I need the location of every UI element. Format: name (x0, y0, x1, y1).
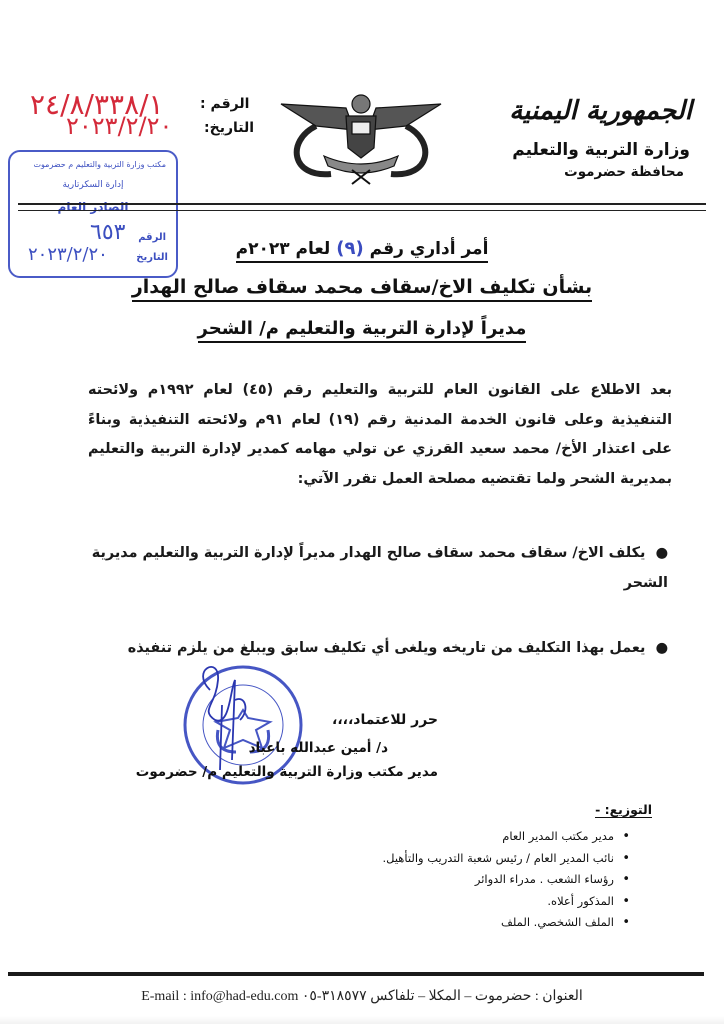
decision-item (90, 633, 668, 663)
footer-email: E-mail : info@had-edu.com (141, 989, 299, 1004)
stamp-number-label: الرقم (138, 232, 166, 243)
decision-text: يعمل بهذا التكليف من تاريخه ويلغى أي تكليف سابق ويبلغ من يلزم تنفيذه (127, 640, 646, 656)
republic-title: الجمهورية اليمنية (509, 96, 692, 126)
preamble-paragraph: بعد الاطلاع على القانون العام للتربية والتعليم رقم (٤٥) لعام ١٩٩٢م ولائحته التنفيذية وعلى قانون الخدمة المدنية رقم (١٩) لعام ٩١م ولائحته التنفيذية وبناءً على اعتذار الأخ/ محمد سعيد القرزي عن تولي مهامه كمدير لإدارة التربية والتعليم بمديرية الشحر ولما تقتضيه مصلحة العمل تقرر الآتي: (88, 382, 673, 487)
footer-address: العنوان : حضرموت – المكلا – تلفاكس ٣١٨٥٧٧-٠٥ (301, 989, 583, 1004)
distribution-heading (595, 802, 652, 817)
distribution-heading-text: التوزيع: - (595, 802, 652, 817)
order-position-text: مديراً لإدارة التربية والتعليم م/ الشحر (198, 318, 527, 343)
stamp-office: مكتب وزارة التربية والتعليم م حضرموت (33, 160, 166, 169)
order-prefix: أمر أداري رقم (369, 239, 489, 259)
stamp-section: الصادر العام (57, 200, 129, 214)
decision-text: يكلف الاخ/ سقاف محمد سقاف صالح الهدار مديراً لإدارة التربية والتعليم مديرية الشحر (91, 545, 668, 591)
ref-number-label: الرقم : (200, 96, 250, 112)
distribution-item: • المذكور أعلاه. (382, 891, 630, 913)
yemen-eagle-emblem-icon (276, 86, 446, 186)
order-position (0, 318, 724, 339)
order-subject (0, 276, 724, 298)
ref-number-value: ٢٤/٨/٣٣٨/١ (30, 88, 164, 121)
governorate-name: محافظة حضرموت (564, 164, 684, 180)
approval-note: حرر للاعتماد،،،، (332, 712, 438, 728)
distribution-item: • مدير مكتب المدير العام (382, 826, 630, 848)
bullet-icon: ● (655, 640, 668, 656)
stamp-date-value: ٢٠٢٣/٢/٢٠ (28, 244, 108, 265)
order-title (0, 238, 724, 259)
date-value: ٢٠٢٣/٢/٢٠ (66, 112, 173, 140)
order-number: (٩) (336, 238, 364, 259)
handwritten-signature (180, 650, 260, 780)
signer-title: مدير مكتب وزارة التربية والتعليم م/ حضرموت (135, 764, 438, 780)
distribution-item: • الملف الشخصي. الملف (382, 912, 630, 934)
stamp-date-label: التاريخ (136, 252, 168, 263)
stamp-number-value: ٦٥٣ (90, 220, 126, 245)
order-suffix: لعام ٢٠٢٣م (235, 239, 331, 259)
page-edge (0, 1016, 724, 1024)
bullet-icon: ● (655, 545, 668, 561)
ministry-name: وزارة التربية والتعليم (512, 140, 690, 160)
signer-name: د/ أمين عبدالله باعباد (248, 740, 388, 756)
footer-divider (8, 972, 704, 976)
footer-contact (0, 988, 724, 1005)
header-divider (18, 203, 706, 211)
distribution-item: • رؤساء الشعب . مدراء الدوائر (382, 869, 630, 891)
order-subject-text: بشأن تكليف الاخ/سقاف محمد سقاف صالح الهدار (132, 276, 592, 302)
distribution-list (382, 826, 630, 934)
stamp-department: إدارة السكرتارية (62, 180, 124, 190)
decision-item (90, 538, 668, 598)
distribution-item: • نائب المدير العام / رئيس شعبة التدريب والتأهيل. (382, 848, 630, 870)
date-label: التاريخ: (204, 120, 255, 136)
